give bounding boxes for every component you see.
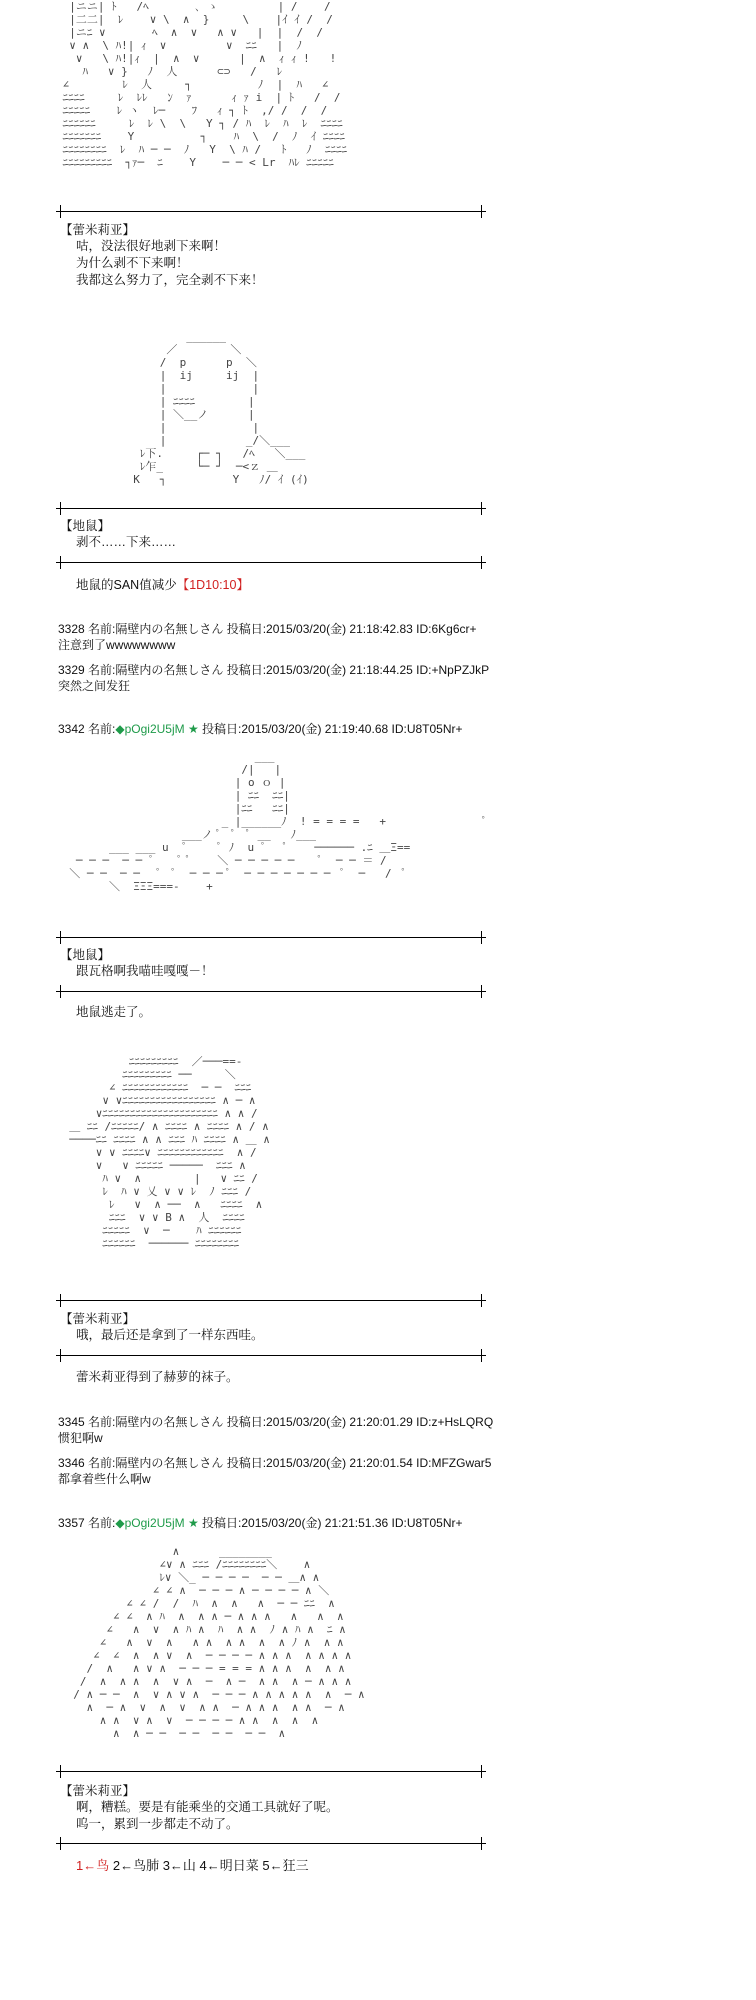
dice-roll-result: 【1D10:10】 — [176, 578, 249, 592]
author-trip: ◆pOgi2U5jM ★ — [115, 1516, 199, 1530]
dialogue-line: 呜一，累到一步都走不动了。 — [76, 1817, 239, 1831]
ascii-art-remilia-top: |ニニ| ﾄ /ﾍ ､ ゝ | / / |二二| ﾚ ∨ \ ∧ } \ |ｲ ｲ / / |ニﾆ ∨ ﾍ ∧ ∨ ∧ ∨ | | / / ∨ ∧ \ ﾊ!| ｨ ∨ ∨ ﾆﾆ | ﾉ ∨ \ ﾊ!|ｨ | ∧ ∨ | ∧ ｨ ｨ ! ! ﾊ ∨ } ﾉ 人 ⊂⊃ / ﾚ ∠ ﾚ 人 ┐ ﾉ | ﾊ ∠ ﾆﾆﾆﾆ ﾚ ﾚﾚ ﾝ ｧ ｨ ｧ i | ﾄ / / ﾆﾆﾆﾆﾆ ﾚ ヽ ﾚ─ ﾌ ｨ ┐ ﾄ ,/ / / / ﾆﾆﾆﾆﾆﾆ ﾚ ﾚ \ \ Y ┐ / ﾊ ﾚ ﾊ ﾚ ﾆﾆﾆﾆ ﾆﾆﾆﾆﾆﾆﾆ Y ┐ ﾊ \ / ﾉ ｲ ﾆﾆﾆﾆ ﾆﾆﾆﾆﾆﾆﾆﾆ ﾚ ﾊ ─ ─ ﾉ Y \ ﾊ / ﾄ ﾉ ﾆﾆﾆﾆ ﾆﾆﾆﾆﾆﾆﾆﾆﾆ ┐ｧ─ ﾆ Y ─ ─ < Lr ﾊﾚ ﾆﾆﾆﾆﾆ — [62, 0, 348, 169]
divider-line — [56, 1843, 486, 1844]
post-body: 都拿着些什么啊w — [58, 1472, 151, 1486]
narration-line: 地鼠逃走了。 — [76, 1005, 152, 1019]
dialogue-line: 跟瓦格啊我喵哇嘎嘎－！ — [76, 964, 214, 978]
post-number: 3342 名前: — [58, 722, 116, 736]
speaker-name: 【地鼠】 — [60, 948, 111, 962]
post-meta: 投稿日:2015/03/20(金) 21:21:51.36 ID:U8T05Nr+ — [198, 1516, 463, 1530]
post-meta: 投稿日:2015/03/20(金) 21:19:40.68 ID:U8T05Nr+ — [198, 722, 463, 736]
speaker-name: 【蕾米莉亚】 — [60, 1784, 136, 1798]
divider-line — [56, 211, 486, 212]
divider-line — [56, 1300, 486, 1301]
dialogue-line: 为什么剥不下来啊！ — [76, 256, 189, 270]
ascii-art-gopher-fleeing: ___ /| | | o ｏ | | ﾆﾆ ﾆﾆ| |ﾆﾆ ﾆﾆ| _ |______ﾉ ! = = = = + ﾟ ___ノ ﾟ ﾟ ﾟ __ ﾉ___ ___ ___ u ﾟ ﾟ ﾉ u ﾟ ﾟ ────── .ﾆ ＿Ξ== ─ ─ ─ ─ ─ ﾟ ﾟ ﾟ ＼ ─ ─ ─ ─ ─ ﾟ ─ ─ ＝ / ＼ ─ ─ ─ ─ ﾟ ﾟ ─ ─ ─ ﾟ ─ ─ ─ ─ ─ ─ ─ ﾟ ─ / ﾟ ＼ ΞΞΞ===- + — [69, 750, 488, 893]
dialogue-line: 咕，没法很好地剥下来啊！ — [76, 239, 227, 253]
post-header: 3328 名前:隔壁内の名無しさん 投稿日:2015/03/20(金) 21:18:42.83 ID:6Kg6cr+ — [58, 622, 477, 636]
narration-text: 地鼠的SAN值减少 — [76, 578, 177, 592]
post-body: 突然之间发狂 — [58, 679, 131, 693]
divider-line — [56, 1771, 486, 1772]
post-body: 惯犯啊w — [58, 1431, 103, 1445]
dialogue-line: 哦，最后还是拿到了一样东西哇。 — [76, 1328, 264, 1342]
ascii-art-remilia-sock: ﾆﾆﾆﾆﾆﾆﾆﾆﾆ ／───==- ﾆﾆﾆﾆﾆﾆﾆﾆﾆ ── ＼ ∠ ﾆﾆﾆﾆﾆﾆﾆﾆﾆﾆﾆﾆ ─ ─ ﾆﾆﾆ ∨ ∨ﾆﾆﾆﾆﾆﾆﾆﾆﾆﾆﾆﾆﾆﾆﾆﾆﾆ ∧ ─ ∧ ∨ﾆﾆﾆﾆﾆﾆﾆﾆﾆﾆﾆﾆﾆﾆﾆﾆﾆﾆﾆﾆﾆ ∧ ∧ / ＿ ﾆﾆ /ﾆﾆﾆﾆﾆ/ ∧ ﾆﾆﾆﾆ ∧ ﾆﾆﾆﾆ ∧ / ∧ ────ﾆﾆ ﾆﾆﾆﾆ ∧ ∧ ﾆﾆﾆ ﾊ ﾆﾆﾆﾆ ∧ ＿ ∧ ∨ ∨ ﾆﾆﾆﾆ∨ ﾆﾆﾆﾆﾆﾆﾆﾆﾆﾆﾆﾆ ∧ / ∨ ∨ ﾆﾆﾆﾆﾆ ───── ﾆﾆﾆ ∧ ﾊ ∨ ∧ | ∨ ﾆﾆ / ﾚ ﾊ ∨ 乂 ∨ ∨ ﾚ ﾉ ﾆﾆﾆ / ﾚ ∨ ∧ ── ∧ ﾆﾆﾆﾆ ∧ ﾆﾆﾆ ∨ ∨ B ∧ 人 ﾆﾆﾆﾆ ﾆﾆﾆﾆﾆ ∨ ─ ﾊ ﾆﾆﾆﾆﾆﾆ ﾆﾆﾆﾆﾆﾆ ────── ﾆﾆﾆﾆﾆﾆﾆﾆ — [69, 1055, 270, 1250]
author-trip: ◆pOgi2U5jM ★ — [115, 722, 199, 736]
post-header: 3329 名前:隔壁内の名無しさん 投稿日:2015/03/20(金) 21:18:44.25 ID:+NpPZJkP — [58, 663, 490, 677]
speaker-name: 【蕾米莉亚】 — [60, 223, 136, 237]
choice-selected: 1←鸟 — [76, 1858, 110, 1873]
dialogue-line: 我都这么努力了，完全剥不下来！ — [76, 273, 264, 287]
ascii-art-remilia-tired: ∧ ________ ∠∨ ∧ ﾆﾆﾆ /ﾆﾆﾆﾆﾆﾆﾆﾆ＼ ∧ ﾚ∨ ＼_ ─ ─ ─ ─ ─ ─ ＿∧ ∧ ∠ ∠ ∧ ─ ─ ─ ∧ ─ ─ ─ ─ ∧ ＼ ∠ ∠ / / ﾊ ∧ ∧ ∧ ─ ─ ﾆﾆ ∧ ∠ ∠ ∧ ﾊ ∧ ∧ ∧ ─ ∧ ∧ ∧ ∧ ∧ ∧ ∠ ∧ ∨ ∧ ﾊ ∧ ﾊ ∧ ∧ ﾉ ∧ ﾊ ∧ ﾆ ∧ ∠ ∧ ∨ ∧ ∧ ∧ ∧ ∧ ∧ ∧ ﾉ ∧ ∧ ∧ ∠ ∠ ∧ ∧ ∨ ∧ ─ ─ ─ ─ ∧ ∧ ∧ ∧ ∧ ∧ ∧ / ∧ ∧ ∨ ∧ ─ ─ ─ = = = ∧ ∧ ∧ ∧ ∧ ∧ / ∧ ∧ ∧ ∧ ∨ ∧ ─ ∧ ─ ∧ ∧ ∧ ─ ∧ ∧ ∧ / ∧ ─ ─ ∧ ∨ ∧ ∨ ∧ ─ ─ ─ ∧ ∧ ∧ ∧ ∧ ∧ ─ ∧ ∧ ─ ∧ ∨ ∧ ∨ ∧ ∧ ─ ∧ ∧ ∧ ∧ ∧ ─ ∧ ∧ ∧ ∨ ∧ ∨ ─ ─ ─ ─ ∧ ∧ ∧ ∧ ∧ ∧ ∧ ─ ─ ─ ─ ─ ─ ─ ─ ∧ — [73, 1545, 365, 1740]
dialogue-line: 剥不……下来…… — [76, 535, 177, 549]
post-number: 3357 名前: — [58, 1516, 116, 1530]
post-header: 3346 名前:隔壁内の名無しさん 投稿日:2015/03/20(金) 21:20:01.54 ID:MFZGwar5 — [58, 1456, 492, 1470]
speaker-name: 【蕾米莉亚】 — [60, 1312, 136, 1326]
ascii-art-gopher: ______ ／ ＼ / p p ＼ | ij ij | | | | ﾆﾆﾆﾆ | | ＼__ノ | | | | _/＼___ ﾚ下. ┌─ ┐ /ﾍ ＼___ ﾚ乍_ └─ ┘ ─<ｚ ＿ K ┐ Y ﾉ/ ｲ (ｲ) — [133, 330, 309, 486]
divider-line — [56, 937, 486, 938]
choice-options: 2←鸟肺 3←山 4←明日菜 5←狂三 — [109, 1858, 309, 1873]
speaker-name: 【地鼠】 — [60, 519, 111, 533]
divider-line — [56, 508, 486, 509]
post-header: 3345 名前:隔壁内の名無しさん 投稿日:2015/03/20(金) 21:20:01.29 ID:z+HsLQRQ — [58, 1415, 494, 1429]
choice-list — [76, 1855, 309, 1874]
narration-line — [76, 575, 249, 593]
post-body: 注意到了wwwwwwww — [58, 638, 176, 652]
divider-line — [56, 562, 486, 563]
narration-line: 蕾米莉亚得到了赫萝的袜子。 — [76, 1370, 239, 1384]
post-header-author — [58, 720, 463, 737]
divider-line — [56, 991, 486, 992]
dialogue-line: 啊，糟糕。要是有能乘坐的交通工具就好了呢。 — [76, 1800, 339, 1814]
post-header-author — [58, 1514, 463, 1531]
divider-line — [56, 1355, 486, 1356]
